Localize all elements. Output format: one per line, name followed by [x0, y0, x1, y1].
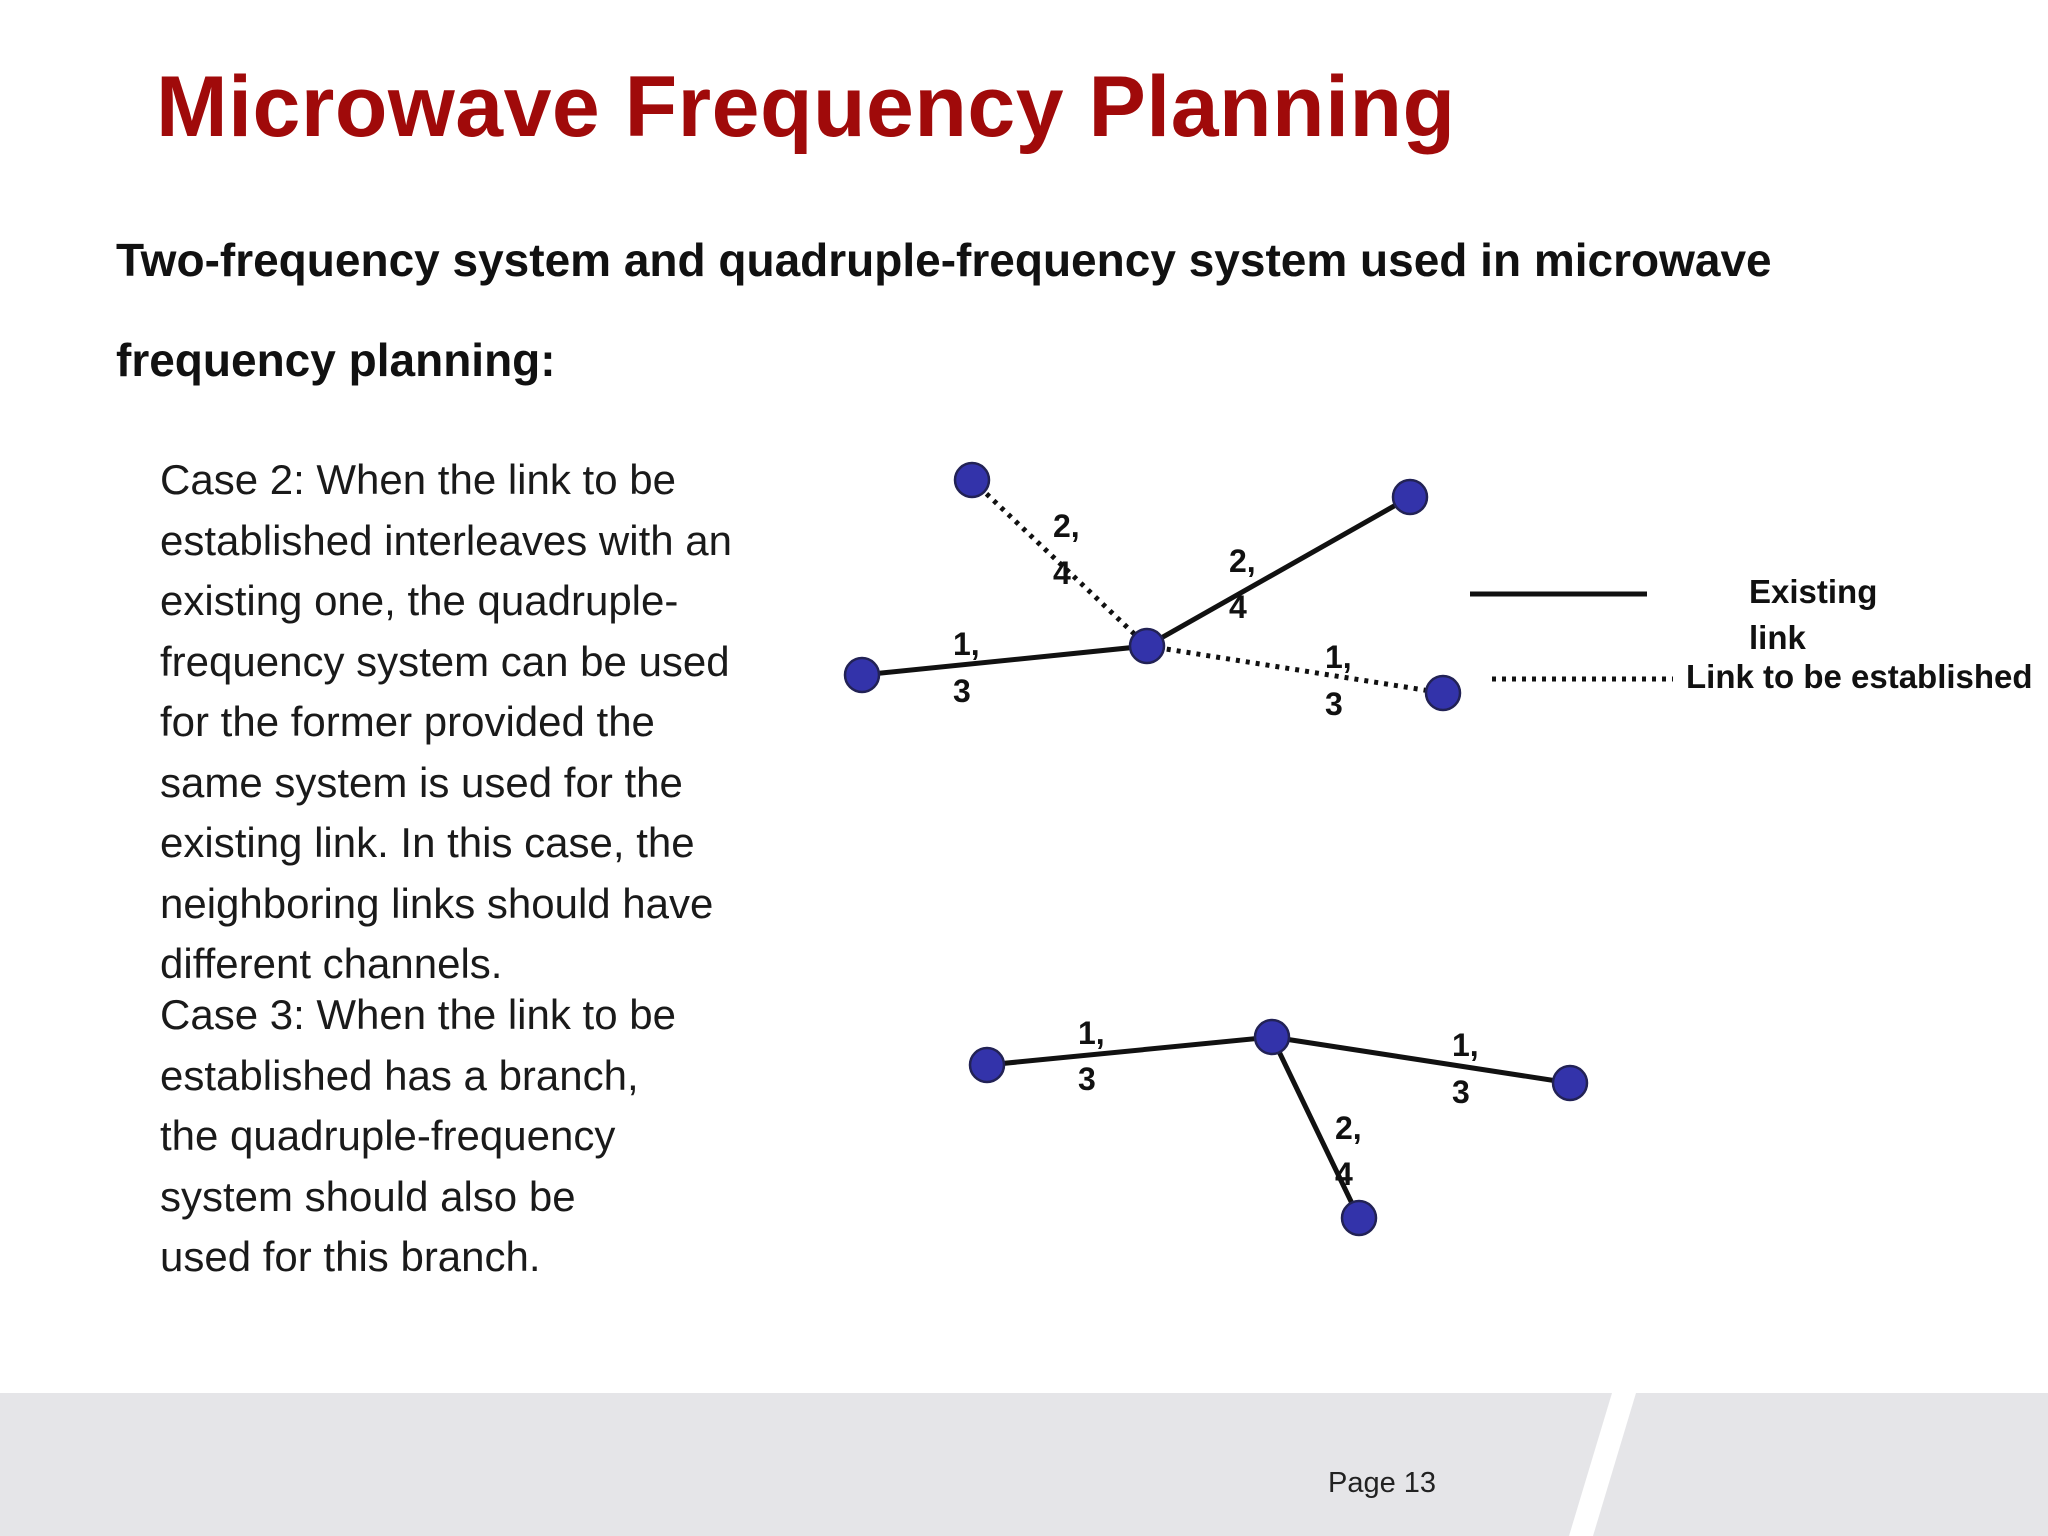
legend-new-label: Link to be established	[1686, 658, 2033, 695]
case3-node-branch	[1342, 1201, 1376, 1235]
case2-label-left-a: 1,	[953, 626, 980, 662]
case2-node-top-left	[955, 463, 989, 497]
case3-node-left	[970, 1048, 1004, 1082]
case3-label-branch-a: 2,	[1335, 1110, 1362, 1146]
case-3-text: Case 3: When the link to be established has a branch, the quadruple-frequency system should also be used for this branch.	[160, 991, 676, 1280]
case3-label-branch-b: 4	[1335, 1156, 1353, 1192]
case3-link-right	[1272, 1037, 1570, 1083]
case2-node-top-right	[1393, 480, 1427, 514]
case3-label-right-b: 3	[1452, 1074, 1470, 1110]
legend-existing-label-2: link	[1749, 619, 1806, 656]
case2-label-right-a: 1,	[1325, 639, 1352, 675]
slide-subtitle: Two-frequency system and quadruple-frequency system used in microwave frequency planning:	[116, 234, 1772, 386]
page-number: Page 13	[1328, 1467, 1437, 1499]
legend-existing-label-1: Existing	[1749, 573, 1878, 610]
footer-slash-decoration	[0, 1393, 2048, 1536]
case2-label-top-left-a: 2,	[1053, 508, 1080, 544]
case2-label-top-right-b: 4	[1229, 589, 1247, 625]
case2-node-center	[1130, 629, 1164, 663]
case3-label-left-b: 3	[1078, 1061, 1096, 1097]
case3-node-right	[1553, 1066, 1587, 1100]
case2-existing-link-left	[862, 646, 1147, 675]
footer-band	[0, 1393, 2048, 1536]
slide-title: Microwave Frequency Planning	[156, 59, 1456, 155]
case2-node-left	[845, 658, 879, 692]
case2-node-right	[1426, 676, 1460, 710]
case3-node-center	[1255, 1020, 1289, 1054]
case3-label-left-a: 1,	[1078, 1015, 1105, 1051]
case3-link-left	[987, 1037, 1272, 1065]
case2-label-left-b: 3	[953, 673, 971, 709]
case2-label-top-right-a: 2,	[1229, 543, 1256, 579]
case2-new-link-right	[1147, 646, 1443, 693]
case3-label-right-a: 1,	[1452, 1027, 1479, 1063]
case2-existing-link-top-right	[1147, 497, 1410, 646]
case2-label-top-left-b: 4	[1053, 555, 1071, 591]
case-2-text: Case 2: When the link to be established interleaves with an existing one, the quadruple- frequency system can be used for the former provided the same system is used for the existing link. In this case, the neighboring links should have different channels.	[160, 456, 733, 987]
case2-label-right-b: 3	[1325, 686, 1343, 722]
